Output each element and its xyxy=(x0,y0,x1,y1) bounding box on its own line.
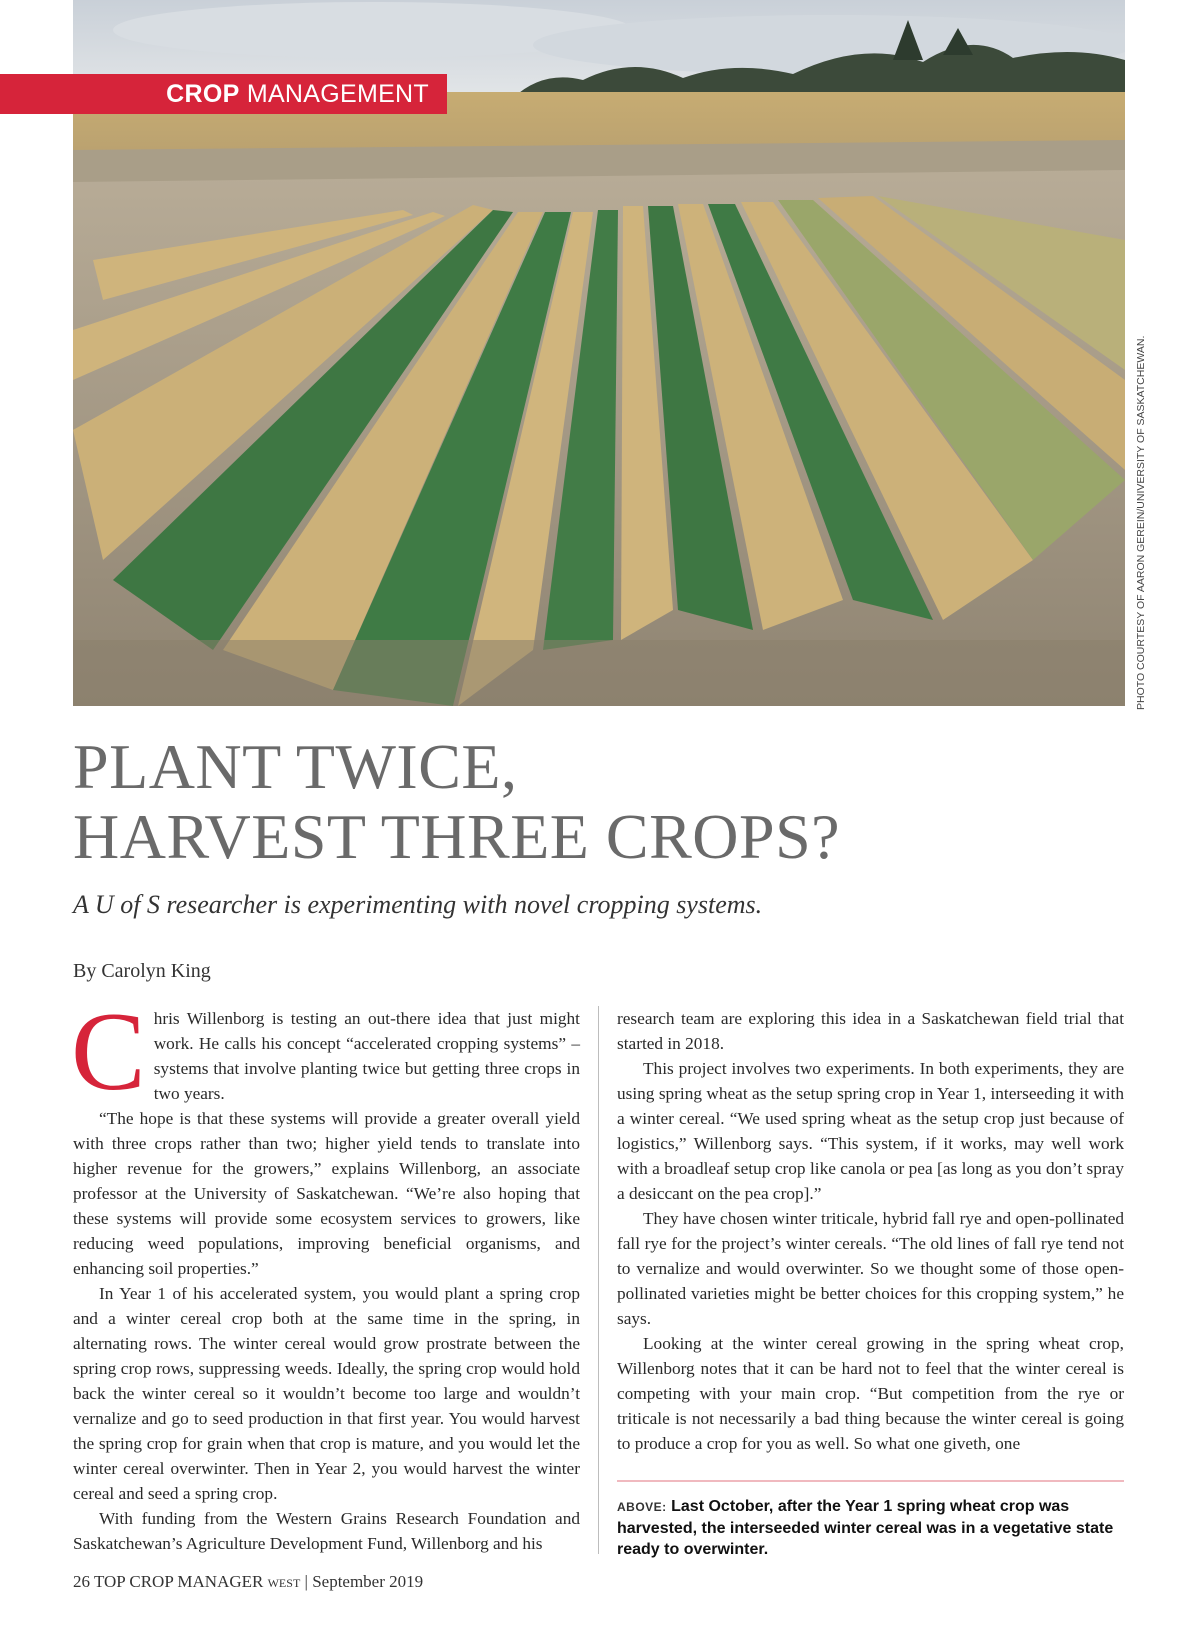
deck: A U of S researcher is experimenting with novel cropping systems. xyxy=(73,890,763,919)
byline: By Carolyn King xyxy=(73,960,211,982)
article-paragraph: “The hope is that these systems will provide a greater overall yield with three crops rather than two; higher yield tends to translate into higher revenue for the growers,” explains Willenborg, an associate professor at the University of Saskatchewan. “We’re also hoping that these systems will provide some ecosystem services to growers, like reducing weed populations, improving beneficial organisms, and enhancing soil properties.” xyxy=(73,1109,580,1278)
article-paragraph: Looking at the winter cereal growing in the spring wheat crop, Willenborg notes that it can be hard not to feel that the winter cereal is competing with your main crop. “But competition from the rye or triticale is not necessarily a bad thing because the winter cereal is going to produce a crop for you as well. So what one giveth, one xyxy=(617,1334,1124,1453)
photo-caption xyxy=(617,1496,1124,1560)
magazine-edition: WEST xyxy=(267,1576,301,1590)
article-paragraph: This project involves two experiments. In both experiments, they are using spring wheat as the setup spring crop in Year 1, interseeding it with a winter cereal. “We used spring wheat as the setup crop just because of logistics,” Willenborg says. “This system, if it works, may well work with a broadleaf setup crop like canola or pea [as long as you don’t spray a desiccant on the pea crop].” xyxy=(617,1059,1124,1203)
article-column-left xyxy=(71,990,580,1556)
article-column-right xyxy=(617,1006,1124,1456)
page-number: 26 xyxy=(73,1572,90,1591)
article-paragraph: With funding from the Western Grains Research Foundation and Saskatchewan’s Agriculture Development Fund, Willenborg and his xyxy=(73,1509,580,1553)
column-divider xyxy=(598,1006,599,1554)
article-paragraph: research team are exploring this idea in a Saskatchewan field trial that started in 2018. xyxy=(617,1009,1124,1053)
article-paragraph-text: hris Willenborg is testing an out-there idea that just might work. He calls his concept “accelerated cropping systems” – systems that involve planting twice but getting three crops in two years. xyxy=(153,1009,580,1103)
headline-line-1: PLANT TWICE, xyxy=(73,731,518,802)
drop-cap: C xyxy=(71,990,146,1114)
article-paragraph: In Year 1 of his accelerated system, you would plant a spring crop and a winter cereal crop both at the same time in the spring, in alternating rows. The winter cereal would grow prostrate between the spring crop rows, suppressing weeds. Ideally, the spring crop would hold back the winter cereal so it wouldn’t become too large and wouldn’t vernalize and go to seed production in that first year. You would harvest the spring crop for grain when that crop is mature, and you would let the winter cereal overwinter. Then in Year 2, you would harvest the winter cereal and seed a spring crop. xyxy=(73,1284,580,1503)
caption-label: ABOVE: xyxy=(617,1500,667,1514)
caption-rule xyxy=(617,1480,1124,1482)
headline xyxy=(73,732,1133,872)
headline-line-2: HARVEST THREE CROPS? xyxy=(73,801,841,872)
section-tag-rest: MANAGEMENT xyxy=(246,80,429,108)
photo-credit: PHOTO COURTESY OF AARON GEREIN/UNIVERSITY OF SASKATCHEWAN. xyxy=(1135,335,1147,710)
issue-date: September 2019 xyxy=(312,1572,424,1591)
section-tag xyxy=(0,74,447,114)
article-paragraph xyxy=(71,990,580,1114)
folio-separator: | xyxy=(304,1572,308,1591)
page-folio xyxy=(73,1572,423,1592)
magazine-name: TOP CROP MANAGER xyxy=(93,1572,264,1591)
caption-text: Last October, after the Year 1 spring wheat crop was harvested, the interseeded winter cereal was in a vegetative state ready to overwinter. xyxy=(617,1498,1114,1558)
article-paragraph: They have chosen winter triticale, hybrid fall rye and open-pollinated fall rye for the project’s winter cereals. “The old lines of fall rye tend not to vernalize and would overwinter. So we thought some of those open-pollinated varieties might be better choices for this cropping system,” he says. xyxy=(617,1209,1124,1328)
section-tag-bold: CROP xyxy=(166,80,240,108)
